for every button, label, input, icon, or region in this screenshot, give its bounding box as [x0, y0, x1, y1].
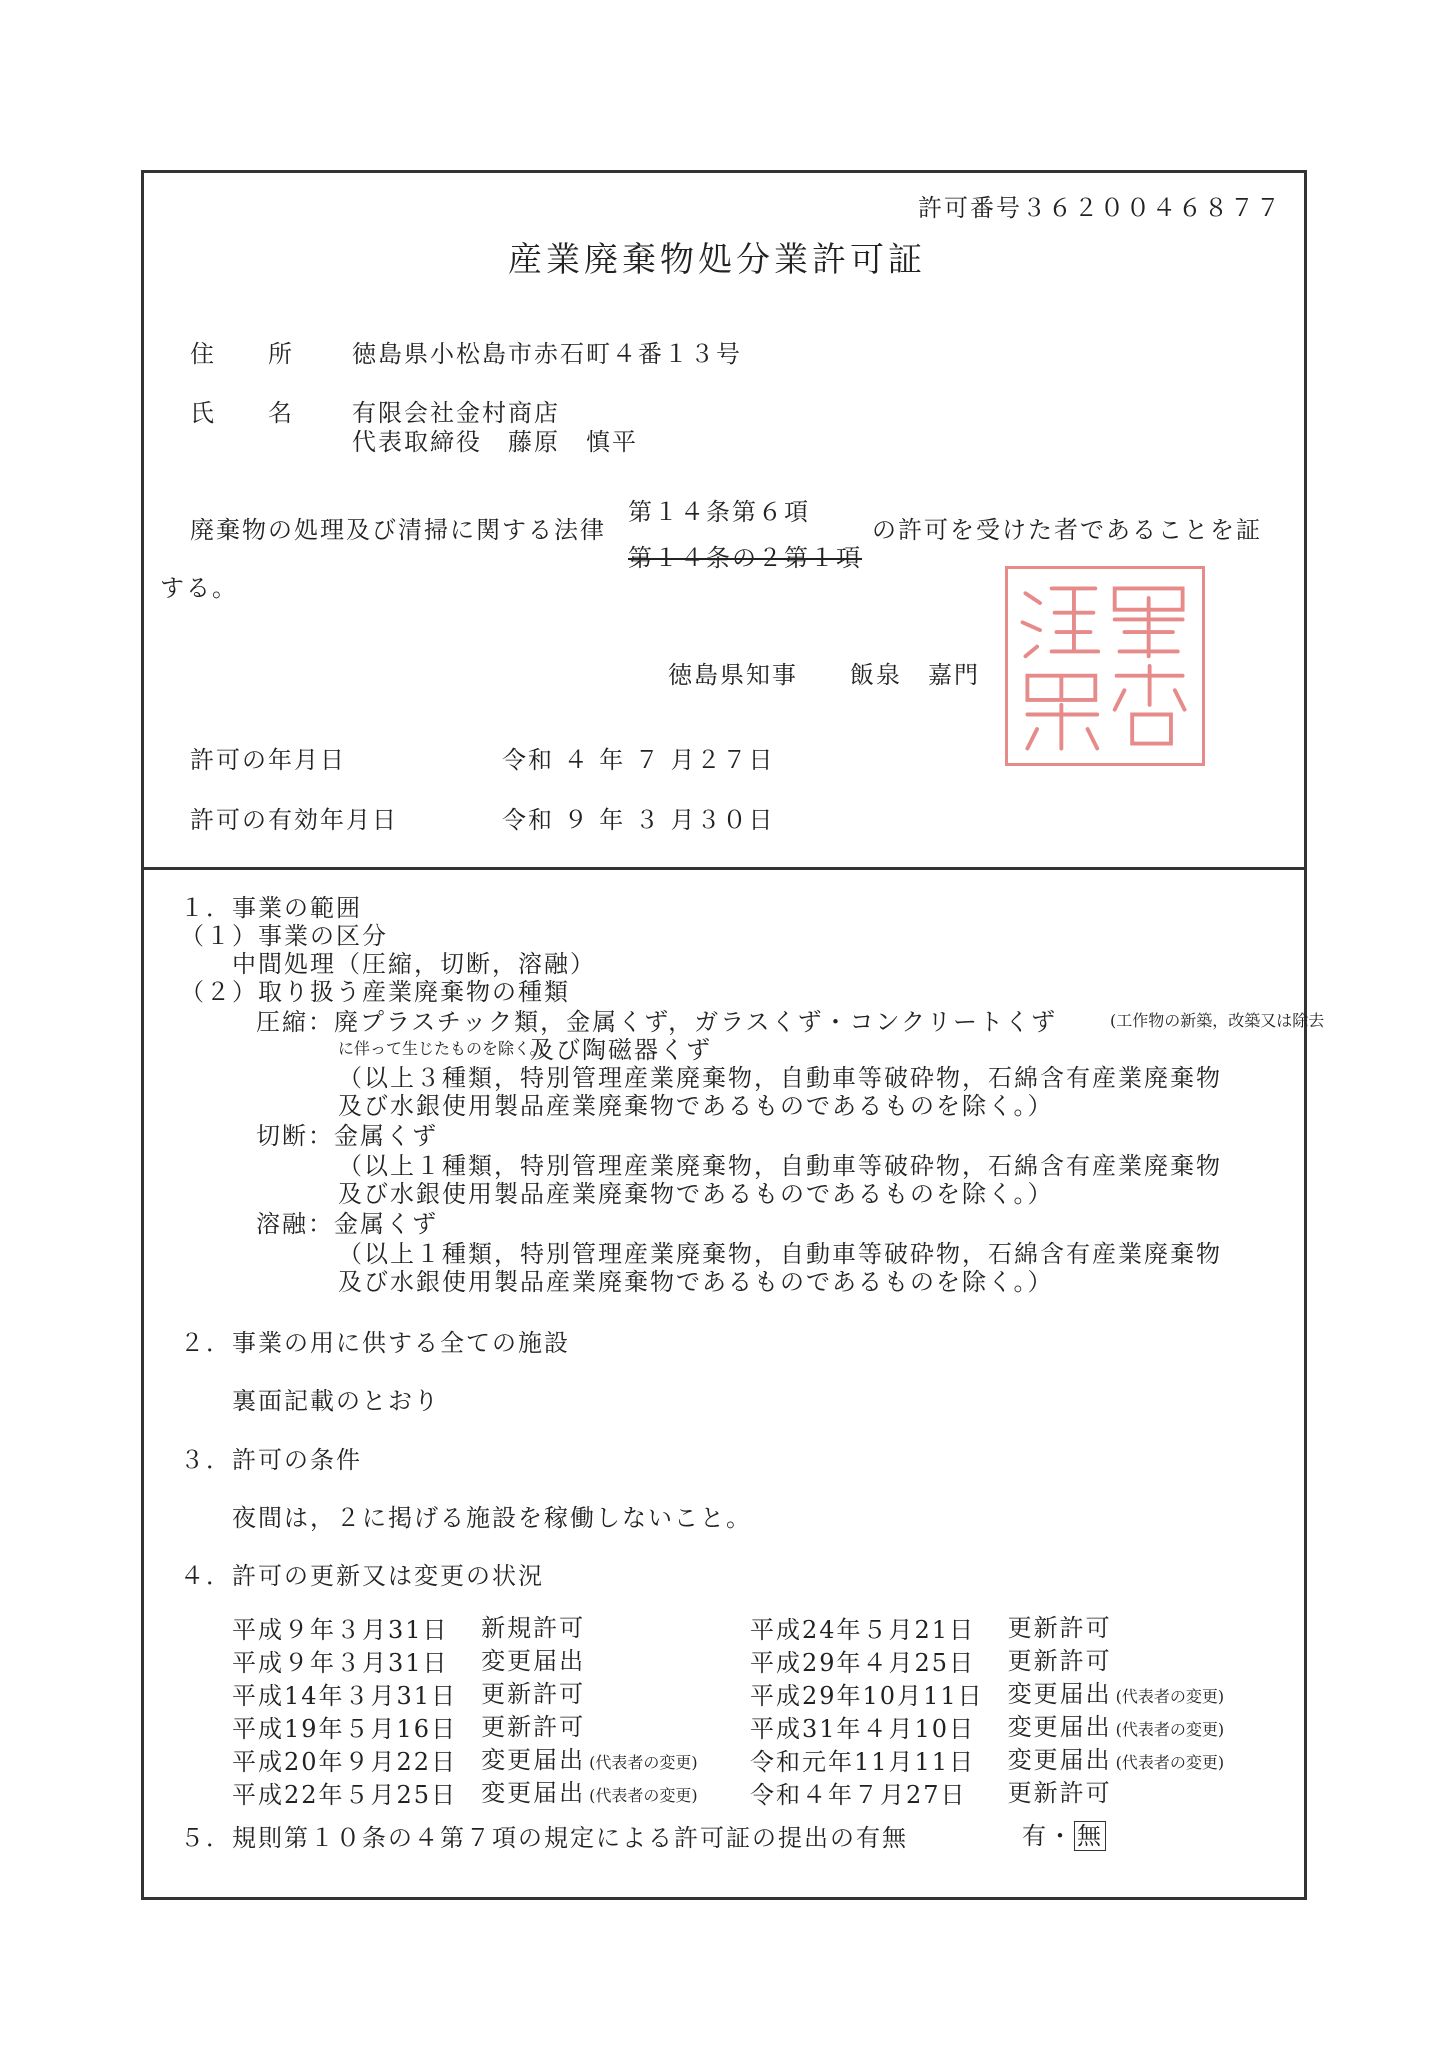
- cut-exclusion-2: 及び水銀使用製品産業廃棄物であるものであるものを除く。）: [338, 1180, 1054, 1208]
- certify-prefix: 廃棄物の処理及び清掃に関する法律: [190, 516, 606, 544]
- history-action-cell: [1008, 1679, 1249, 1712]
- section1-sub1: （１）事業の区分: [180, 922, 388, 950]
- compress-exclusion-2: 及び水銀使用製品産業廃棄物であるものであるものを除く。）: [338, 1092, 1054, 1120]
- expiry-date-label: 許可の有効年月日: [190, 806, 398, 834]
- history-row: [750, 1679, 1248, 1712]
- address-label: 住 所: [190, 340, 294, 368]
- history-action-cell: [1008, 1613, 1249, 1646]
- history-note: (代表者の変更): [1115, 1720, 1225, 1739]
- history-note: (代表者の変更): [1115, 1687, 1225, 1706]
- history-date: 令和元年11月11日: [750, 1747, 976, 1776]
- history-action-cell: [481, 1712, 722, 1745]
- compress-exclusion-1: （以上３種類，特別管理産業廃棄物，自動車等破砕物，石綿含有産業廃棄物: [338, 1064, 1222, 1092]
- answer-separator: ・: [1048, 1822, 1074, 1850]
- history-action-cell: [481, 1646, 722, 1679]
- compress-main2: 及び陶磁器くず: [530, 1036, 712, 1064]
- history-note: (代表者の変更): [589, 1786, 698, 1805]
- history-row: [750, 1745, 1248, 1778]
- certificate-title: 産業廃棄物処分業許可証: [508, 240, 926, 280]
- history-date: 平成24年５月21日: [750, 1615, 976, 1644]
- history-table-right: [750, 1613, 1248, 1811]
- history-action: 更新許可: [481, 1680, 586, 1708]
- history-action-cell: [1008, 1646, 1249, 1679]
- history-action-cell: [481, 1745, 722, 1778]
- history-action: 更新許可: [1007, 1614, 1112, 1642]
- permit-date-value: 令和 ４ 年 ７ 月２７日: [502, 746, 775, 774]
- compress-note-b: に伴って生じたものを除く。): [338, 1039, 544, 1058]
- history-date: 平成31年４月10日: [750, 1714, 976, 1743]
- section3-value: 夜間は，２に掲げる施設を稼働しないこと。: [232, 1504, 752, 1532]
- history-date: 平成14年３月31日: [232, 1681, 458, 1710]
- section1-heading: １．事業の範囲: [180, 894, 362, 922]
- company-name: 有限会社金村商店: [352, 399, 560, 427]
- certify-line2: する。: [160, 574, 238, 602]
- history-row: [750, 1778, 1248, 1811]
- certify-article-struck: 第１４条の２第１項: [628, 544, 862, 572]
- history-action-cell: [481, 1613, 722, 1646]
- official-seal: [1005, 566, 1205, 766]
- history-date: 平成29年10月11日: [750, 1681, 984, 1710]
- section4-heading: ４．許可の更新又は変更の状況: [180, 1562, 544, 1590]
- expiry-date-value: 令和 ９ 年 ３ 月３０日: [502, 806, 775, 834]
- history-action: 変更届出: [1007, 1680, 1112, 1708]
- name-label: 氏 名: [190, 399, 294, 427]
- history-row: [232, 1646, 722, 1679]
- answer-no-selected: 無: [1074, 1821, 1106, 1851]
- history-action: 変更届出: [481, 1779, 586, 1807]
- certify-article: 第１４条第６項: [628, 498, 810, 526]
- permit-number: 許可番号３６２００４６８７７: [918, 194, 1282, 222]
- history-action: 更新許可: [1007, 1779, 1112, 1807]
- history-table-left: [232, 1613, 722, 1811]
- address-value: 徳島県小松島市赤石町４番１３号: [352, 340, 742, 368]
- permit-date-label: 許可の年月日: [190, 746, 346, 774]
- history-row: [750, 1712, 1248, 1745]
- history-action-cell: [1008, 1778, 1249, 1811]
- history-action: 変更届出: [481, 1746, 586, 1774]
- history-row: [750, 1646, 1248, 1679]
- seal-glyphs-icon: [1008, 569, 1202, 763]
- history-action: 変更届出: [481, 1647, 586, 1675]
- history-date: 令和４年７月27日: [750, 1780, 967, 1809]
- history-date: 平成９年３月31日: [232, 1615, 449, 1644]
- history-action: 更新許可: [481, 1713, 586, 1741]
- certify-suffix: の許可を受けた者であることを証: [872, 516, 1262, 544]
- history-note: (代表者の変更): [1115, 1753, 1225, 1772]
- cut-exclusion-1: （以上１種類，特別管理産業廃棄物，自動車等破砕物，石綿含有産業廃棄物: [338, 1152, 1222, 1180]
- section-divider: [141, 867, 1307, 870]
- issuer: 徳島県知事 飯泉 嘉門: [668, 661, 980, 689]
- history-row: [232, 1679, 722, 1712]
- history-row: [232, 1778, 722, 1811]
- section2-heading: ２．事業の用に供する全ての施設: [180, 1329, 570, 1357]
- history-date: 平成22年５月25日: [232, 1780, 458, 1809]
- section1-sub2: （２）取り扱う産業廃棄物の種類: [180, 978, 570, 1006]
- section1-sub1-value: 中間処理（圧縮，切断，溶融）: [232, 950, 596, 978]
- history-date: 平成20年９月22日: [232, 1747, 458, 1776]
- section5-answer: [1022, 1816, 1106, 1851]
- section5-heading: ５．規則第１０条の４第７項の規定による許可証の提出の有無: [180, 1824, 908, 1852]
- history-action-cell: [481, 1778, 722, 1811]
- history-action: 更新許可: [1007, 1647, 1112, 1675]
- history-row: [750, 1613, 1248, 1646]
- history-action: 変更届出: [1007, 1746, 1112, 1774]
- history-note: (代表者の変更): [589, 1753, 698, 1772]
- representative-name: 代表取締役 藤原 慎平: [352, 428, 638, 456]
- history-date: 平成９年３月31日: [232, 1648, 449, 1677]
- melt-exclusion-2: 及び水銀使用製品産業廃棄物であるものであるものを除く。）: [338, 1268, 1054, 1296]
- answer-yes: 有: [1022, 1822, 1048, 1850]
- history-row: [232, 1745, 722, 1778]
- history-action-cell: [481, 1679, 722, 1712]
- cut-main: 切断：金属くず: [256, 1122, 438, 1150]
- section3-heading: ３．許可の条件: [180, 1446, 362, 1474]
- history-action: 新規許可: [481, 1614, 586, 1642]
- history-row: [232, 1613, 722, 1646]
- history-date: 平成19年５月16日: [232, 1714, 458, 1743]
- melt-exclusion-1: （以上１種類，特別管理産業廃棄物，自動車等破砕物，石綿含有産業廃棄物: [338, 1240, 1222, 1268]
- section2-value: 裏面記載のとおり: [232, 1387, 440, 1415]
- history-action-cell: [1008, 1745, 1249, 1778]
- history-action: 変更届出: [1007, 1713, 1112, 1741]
- history-action-cell: [1008, 1712, 1249, 1745]
- compress-main: 圧縮：廃プラスチック類，金属くず，ガラスくず・コンクリートくず: [256, 1008, 1057, 1036]
- compress-note-a: (工作物の新築，改築又は除去: [1110, 1011, 1325, 1030]
- history-row: [232, 1712, 722, 1745]
- history-date: 平成29年４月25日: [750, 1648, 976, 1677]
- melt-main: 溶融：金属くず: [256, 1210, 438, 1238]
